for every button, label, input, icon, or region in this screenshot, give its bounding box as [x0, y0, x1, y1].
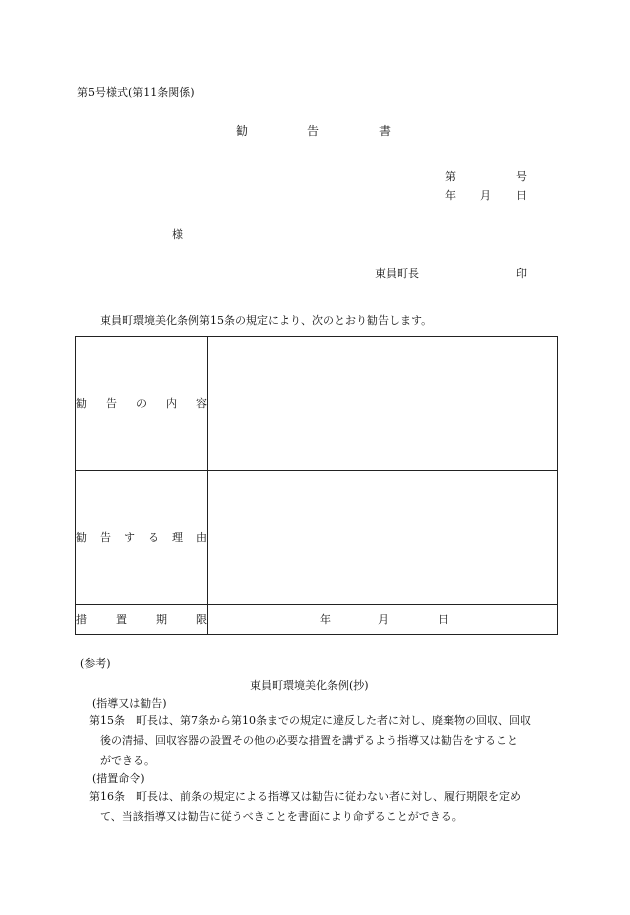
article-16-heading: (措置命令)	[92, 772, 145, 785]
doc-number-suffix: 号	[516, 170, 527, 183]
issuer-title: 東員町長	[375, 267, 419, 280]
article-15-line-1: 第15条 町長は、第7条から第10条までの規定に違反した者に対し、廃棄物の回収、回収	[89, 714, 531, 727]
addressee-suffix: 様	[172, 228, 183, 241]
reason-label: 勧告する理由	[76, 471, 208, 605]
deadline-month: 月	[378, 613, 389, 626]
article-15-line-2: 後の清掃、回収容器の設置その他の必要な措置を講ずるよう指導又は勧告をすること	[100, 734, 518, 747]
doc-number-prefix: 第	[445, 170, 456, 183]
table-row	[76, 337, 558, 471]
recommendation-table	[75, 336, 558, 635]
title-char-1: 勧	[236, 124, 249, 138]
article-16-text	[89, 787, 559, 827]
article-15-heading: (指導又は勧告)	[92, 697, 167, 710]
reference-heading: (参考)	[80, 657, 111, 670]
date-day: 日	[516, 189, 527, 202]
content-label: 勧 告 の 内 容	[76, 337, 208, 471]
article-15-line-3: ができる。	[100, 754, 155, 767]
article-15-text	[89, 711, 559, 771]
deadline-year: 年	[320, 613, 331, 626]
article-16-line-2: て、当該指導又は勧告に従うべきことを書面により命ずることができる。	[100, 810, 463, 823]
title-char-2: 告	[307, 124, 320, 138]
table-row	[76, 471, 558, 605]
deadline-field[interactable]	[208, 605, 558, 635]
article-16-line-1: 第16条 町長は、前条の規定による指導又は勧告に従わない者に対し、履行期限を定め	[89, 790, 521, 803]
date-month: 月	[480, 189, 491, 202]
table-row	[76, 605, 558, 635]
date-year: 年	[445, 189, 456, 202]
form-number: 第5号様式(第11条関係)	[77, 86, 195, 99]
title-char-3: 書	[379, 124, 392, 138]
deadline-label: 措 置 期 限	[76, 605, 208, 635]
intro-text: 東員町環境美化条例第15条の規定により、次のとおり勧告します。	[100, 314, 433, 327]
content-field[interactable]	[208, 337, 558, 471]
reason-field[interactable]	[208, 471, 558, 605]
deadline-day: 日	[438, 613, 449, 626]
ordinance-title: 東員町環境美化条例(抄)	[250, 679, 369, 692]
seal-mark: 印	[516, 267, 527, 280]
